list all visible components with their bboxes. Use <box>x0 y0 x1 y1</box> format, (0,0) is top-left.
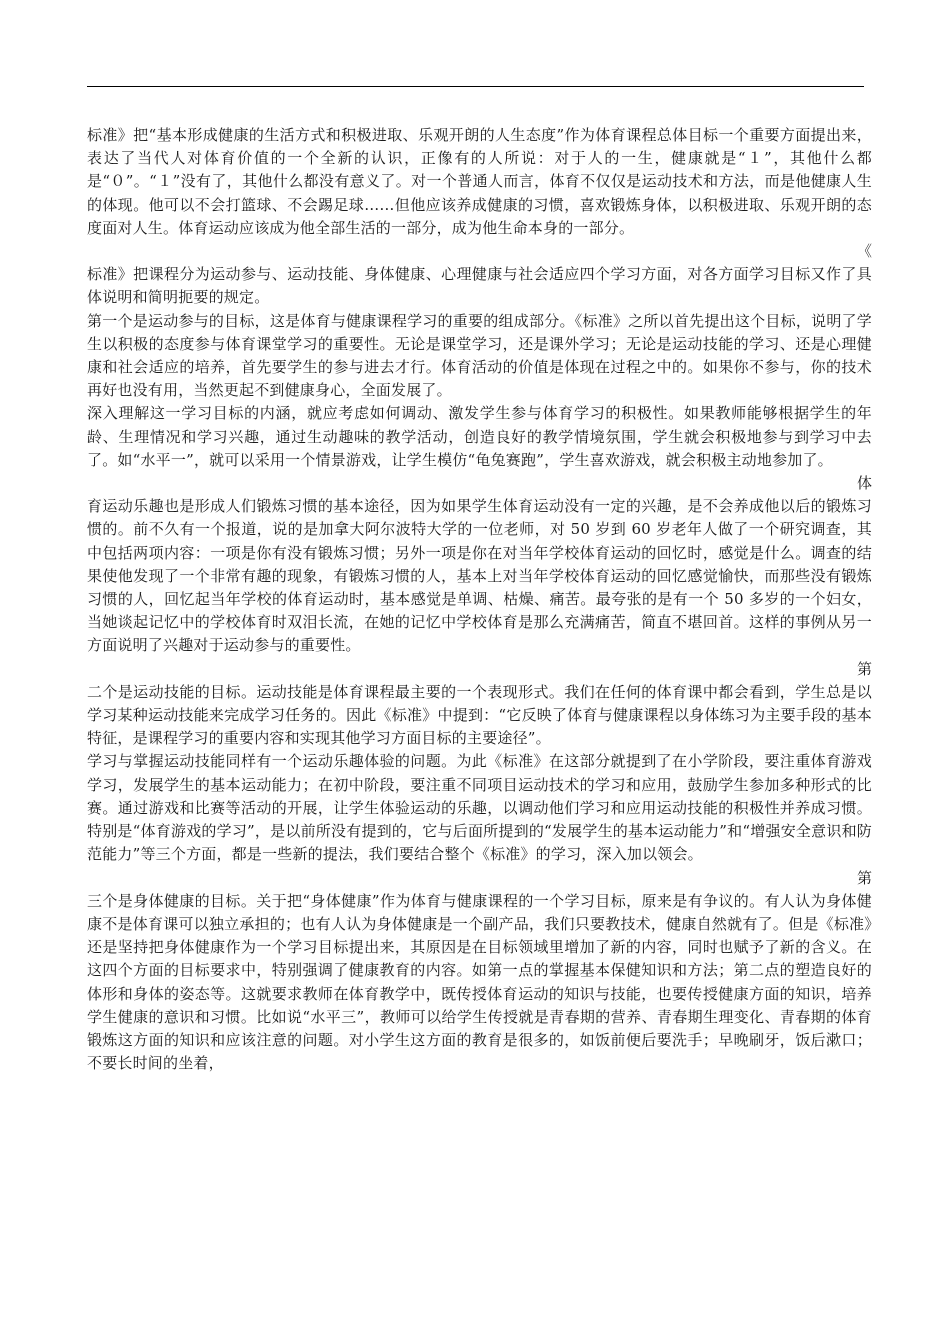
paragraph: 标准》把课程分为运动参与、运动技能、身体健康、心理健康与社会适应四个学习方面，对各方面学习目标又作了具体说明和简明扼要的规定。 <box>87 265 872 307</box>
paragraph: 学习与掌握运动技能同样有一个运动乐趣体验的问题。为此《标准》在这部分就提到了在小学阶段，要注重体育游戏学习，发展学生的基本运动能力；在初中阶段，要注重不同项目运动技术的学习和应用，鼓励学生参加多种形式的比赛。通过游戏和比赛等活动的开展，让学生体验运动的乐趣，以调动他们学习和应用运动技能的积极性并养成习惯。特别是“体育游戏的学习”，是以前所没有提到的，它与后面所提到的“发展学生的基本运动能力”和“增强安全意识和防范能力”等三个方面，都是一些新的提法，我们要结合整个《标准》的学习，深入加以领会。 <box>87 752 872 864</box>
paragraph-lead-char: 第 <box>856 868 872 887</box>
document-body <box>87 124 872 1075</box>
paragraph: 第一个是运动参与的目标，这是体育与健康课程学习的重要的组成部分。《标准》之所以首先提出这个目标，说明了学生以积极的态度参与体育课堂学习的重要性。无论是课堂学习，还是课外学习；无论是运动技能的学习、还是心理健康和社会适应的培养，首先要学生的参与进去才行。体育活动的价值是体现在过程之中的。如果你不参与，你的技术再好也没有用，当然更起不到健康身心，全面发展了。 <box>87 311 872 400</box>
paragraph-lead-char: 第 <box>856 659 872 678</box>
paragraph: 深入理解这一学习目标的内涵，就应考虑如何调动、激发学生参与体育学习的积极性。如果教师能够根据学生的年龄、生理情况和学习兴趣，通过生动趣味的教学活动，创造良好的教学情境氛围，学生就会积极地参与到学习中去了。如“水平一”，就可以采用一个情景游戏，让学生模仿“龟兔赛跑”，学生喜欢游戏，就会积极主动地参加了。 <box>87 404 872 469</box>
paragraph: 三个是身体健康的目标。关于把“身体健康”作为体育与健康课程的一个学习目标，原来是有争议的。有人认为身体健康不是体育课可以独立承担的；也有人认为身体健康是一个副产品，我们只要教技术，健康自然就有了。但是《标准》还是坚持把身体健康作为一个学习目标提出来，其原因是在目标领域里增加了新的内容，同时也赋予了新的含义。在这四个方面的目标要求中，特别强调了健康教育的内容。如第一点的掌握基本保健知识和方法；第二点的塑造良好的体形和身体的姿态等。这就要求教师在体育教学中，既传授体育运动的知识与技能，也要传授健康方面的知识，培养学生健康的意识和习惯。比如说“水平三”，教师可以给学生传授就是青春期的营养、青春期生理变化、青春期的体育锻炼这方面的知识和应该注意的问题。对小学生这方面的教育是很多的，如饭前便后要洗手；早晚刷牙，饭后漱口；不要长时间的坐着， <box>87 891 872 1073</box>
paragraph: 二个是运动技能的目标。运动技能是体育课程最主要的一个表现形式。我们在任何的体育课中都会看到，学生总是以学习某种运动技能来完成学习任务的。因此《标准》中提到：“它反映了体育与健康课程以身体练习为主要手段的基本特征，是课程学习的重要内容和实现其他学习方面目标的主要途径”。 <box>87 682 872 748</box>
paragraph-lead-char: 《 <box>856 242 872 261</box>
header-rule <box>87 86 864 87</box>
paragraph-lead-char: 体 <box>856 474 872 493</box>
paragraph: 育运动乐趣也是形成人们锻炼习惯的基本途径，因为如果学生体育运动没有一定的兴趣，是不会养成他以后的锻炼习惯的。前不久有一个报道，说的是加拿大阿尔波特大学的一位老师，对 50 岁到 60 岁老年人做了一个研究调查，其中包括两项内容：一项是你有没有锻炼习惯；另外一项是你在对当年学校体育运动的回忆时，感觉是什么。调查的结果使他发现了一个非常有趣的现象，有锻炼习惯的人，基本上对当年学校体育运动的回忆感觉愉快，而那些没有锻炼习惯的人，回忆起当年学校的体育运动时，基本感觉是单调、枯燥、痛苦。最夸张的是有一个 50 多岁的一个妇女，当她谈起记忆中的学校体育时双泪长流，在她的记忆中学校体育是那么充满痛苦，简直不堪回首。这样的事例从另一方面说明了兴趣对于运动参与的重要性。 <box>87 497 872 655</box>
paragraph: 标准》把“基本形成健康的生活方式和积极进取、乐观开朗的人生态度”作为体育课程总体目标一个重要方面提出来，表达了当代人对体育价值的一个全新的认识，正像有的人所说：对于人的一生，健康就是“１”，其他什么都是“０”。“１”没有了，其他什么都没有意义了。对一个普通人而言，体育不仅仅是运动技术和方法，而是他健康人生的体现。他可以不会打篮球、不会踢足球……但他应该养成健康的习惯，喜欢锻炼身体，以积极进取、乐观开朗的态度面对人生。体育运动应该成为他全部生活的一部分，成为他生命本身的一部分。 <box>87 126 872 237</box>
